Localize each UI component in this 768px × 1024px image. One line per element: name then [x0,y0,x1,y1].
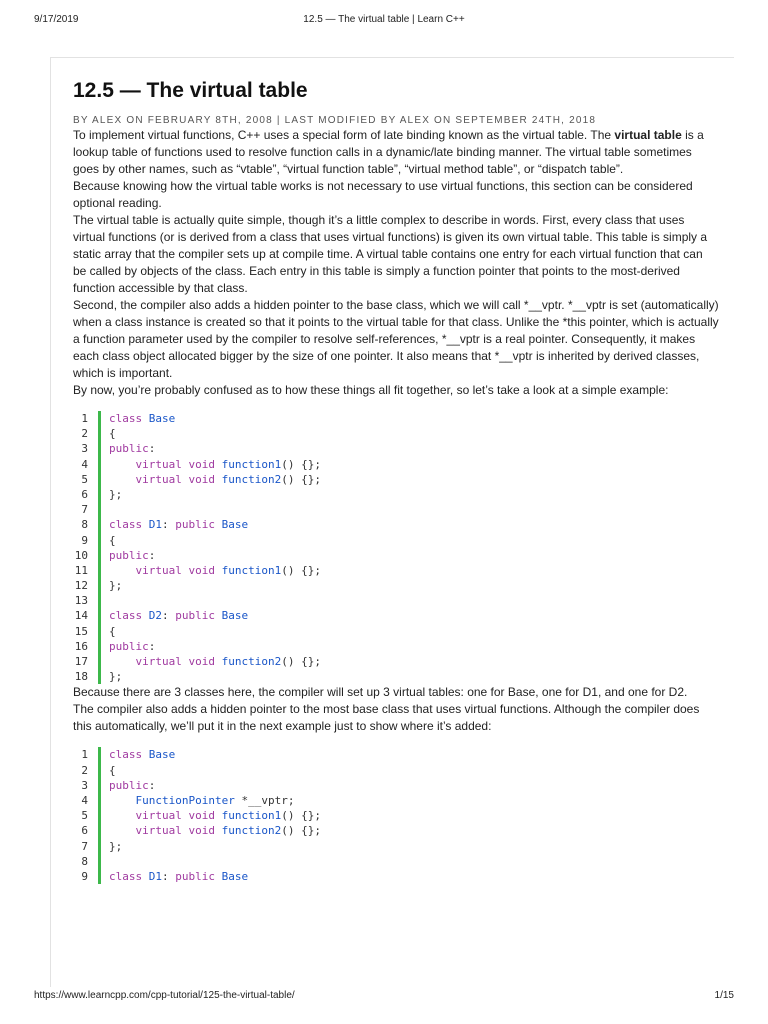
code-token: D1 [148,869,162,883]
code-token: Base [148,748,176,762]
line-number: 11 [74,563,88,577]
code-text [109,411,175,426]
code-token: : [162,609,176,623]
code-token: function2 [221,655,282,668]
line-number: 5 [81,809,88,823]
paragraph-intro-text-2: is a lookup table of functions used to resolve function calls in a dynamic/late binding manner. The virtual table sometimes goes by other names, such as “vtable”, “virtual function table”, “virtual method table”, or “dispatch table”. [73,128,704,176]
code-text [109,639,155,654]
line-number: 12 [74,579,88,593]
code-token: class [109,609,149,623]
code-token: () {}; [281,809,321,823]
code-token: { [109,763,116,777]
code-line [71,654,719,669]
code-line [71,426,719,441]
code-text [109,839,122,854]
code-line [71,793,719,808]
line-number: 10 [74,548,88,562]
code-line [71,608,719,623]
paragraph-vptr: Second, the compiler also adds a hidden pointer to the base class, which we will call *__vptr. *__vptr is set (automatically) when a class instance is created so that it points to the virtual table for that class. Unlike the *this pointer, which is actually a function parameter used by the compiler to resolve self-references, *__vptr is a real pointer. Consequently, it makes each class object allocated bigger by the size of one pointer. It also means that *__vptr is inherited by derived classes, which is important. [73,298,719,380]
code-token: : [148,548,156,562]
code-token: class [109,748,149,762]
code-token: virtual void [135,563,222,577]
code-token: Base [148,412,176,425]
code-token: function1 [221,457,282,471]
line-number: 4 [81,793,88,807]
code-text [109,426,116,441]
code-token: virtual void [135,472,222,486]
code-text [109,533,116,548]
line-number: 7 [81,839,88,853]
code-token: virtual void [135,655,222,668]
line-number: 15 [74,624,88,638]
code-line [71,808,719,823]
code-token: *__vptr; [234,793,295,807]
line-number: 16 [74,639,88,653]
code-gutter-bar [98,747,101,884]
line-number: 3 [81,442,88,456]
paragraph-three-tables: Because there are 3 classes here, the compiler will set up 3 virtual tables: one for Base, one for D1, and one for D2. [73,685,688,700]
line-number: 13 [74,594,88,608]
code-token: Base [221,609,249,623]
code-token: }; [109,487,123,501]
code-token: () {}; [281,824,321,838]
code-line [71,548,719,563]
line-number: 1 [81,412,88,425]
code-text [109,823,321,838]
code-token: () {}; [281,472,321,486]
code-line [71,854,719,869]
code-token: }; [109,839,123,853]
code-text [109,517,248,532]
code-token: virtual void [135,809,222,823]
code-token: : [148,639,156,653]
code-token: public [109,639,149,653]
code-line [71,472,719,487]
code-token: : [162,869,176,883]
code-text [109,808,321,823]
code-token [109,824,136,837]
code-token: public [109,442,149,456]
code-token [109,564,136,577]
print-footer [0,990,768,1004]
code-token: D1 [148,518,162,532]
code-line [71,639,719,654]
code-line [71,593,719,608]
code-text [109,669,122,684]
code-text [109,624,116,639]
code-block-2[interactable] [71,747,719,884]
code-text [109,548,155,563]
code-token: public [109,548,149,562]
code-token: public [175,869,222,883]
code-token: () {}; [281,655,321,668]
code-token: { [109,624,116,638]
code-text [109,472,321,487]
code-line [71,487,719,502]
code-line [71,778,719,793]
virtual-table-bold-term: virtual table [614,128,682,142]
code-token: () {}; [281,457,321,471]
code-token: virtual void [135,824,222,838]
code-text [109,747,175,762]
code-line [71,533,719,548]
print-date: 9/17/2019 [34,14,79,25]
code-token: public [175,609,222,623]
code-token: }; [109,579,123,593]
code-text [109,487,122,502]
code-line [71,578,719,593]
paragraph-intro-text-1: To implement virtual functions, C++ uses a special form of late binding known as the virtual table. The [73,128,615,142]
line-number: 18 [74,670,88,684]
code-line [71,502,719,517]
paragraph-example-intro: By now, you’re probably confused as to how these things all fit together, so let’s take a look at a simple example: [73,383,669,397]
code-token: FunctionPointer [135,793,235,807]
code-token: public [109,778,149,792]
code-text [109,608,248,623]
code-token: { [109,427,116,441]
line-number: 9 [81,869,88,883]
code-token [109,794,136,807]
code-text [109,457,321,472]
code-token: function2 [221,824,282,838]
code-token [109,655,136,668]
code-token [109,473,136,486]
print-page-title: 12.5 — The virtual table | Learn C++ [303,14,465,25]
line-number: 7 [81,503,88,517]
code-text [109,441,155,456]
code-token: : [148,778,156,792]
code-token: Base [221,869,249,883]
line-number: 8 [81,854,88,868]
code-token [109,809,136,822]
code-token: function1 [221,809,282,823]
print-url: https://www.learncpp.com/cpp-tutorial/125-the-virtual-table/ [34,990,295,1001]
code-line [71,441,719,456]
line-number: 2 [81,763,88,777]
code-line [71,763,719,778]
code-text [109,869,248,884]
code-line [71,669,719,684]
code-gutter-bar [98,411,101,684]
code-line [71,563,719,578]
article-byline: BY ALEX ON FEBRUARY 8TH, 2008 | LAST MODIFIED BY ALEX ON SEPTEMBER 24TH, 2018 [73,115,597,126]
code-text [109,763,116,778]
paragraph-hidden-pointer: The compiler also adds a hidden pointer to the most base class that uses virtual functions. Although the compiler does this automatically, we’ll put it in the next example just to show where it’s added: [73,702,700,734]
code-token: class [109,869,149,883]
code-line [71,869,719,884]
code-token: public [175,518,222,532]
line-number: 8 [81,518,88,532]
line-number: 2 [81,427,88,441]
code-token: }; [109,670,123,684]
paragraph-intro [73,127,719,178]
code-line [71,411,719,426]
code-token: () {}; [281,563,321,577]
print-page-number: 1/15 [714,990,734,1001]
code-token: { [109,533,116,547]
line-number: 4 [81,457,88,471]
code-token: virtual void [135,457,222,471]
line-number: 6 [81,824,88,838]
code-line [71,823,719,838]
code-line [71,624,719,639]
code-token: : [162,518,176,532]
paragraph-optional: Because knowing how the virtual table works is not necessary to use virtual functions, this section can be considered optional reading. [73,179,693,210]
article-title: 12.5 — The virtual table [73,79,308,102]
paragraph-simple: The virtual table is actually quite simple, though it’s a little complex to describe in words. First, every class that uses virtual functions (or is derived from a class that uses virtual functions) is given its own virtual table. This table is simply a static array that the compiler sets up at compile time. A virtual table contains one entry for each virtual function that can be called by objects of the class. Each entry in this table is simply a function pointer that points to the most-derived function accessible by that class. [73,213,708,295]
line-number: 14 [74,609,88,623]
line-number: 6 [81,487,88,501]
code-block-1[interactable] [71,411,719,684]
line-number: 1 [81,748,88,762]
code-line [71,839,719,854]
line-number: 17 [74,655,88,668]
print-header [0,14,768,28]
code-text [109,578,122,593]
code-token: class [109,412,149,425]
code-token [109,458,136,471]
code-token: Base [221,518,249,532]
code-text [109,563,321,578]
line-number: 5 [81,472,88,486]
code-token: : [148,442,156,456]
line-number: 9 [81,533,88,547]
code-line [71,517,719,532]
code-text [109,778,155,793]
code-text [109,654,321,669]
code-token: class [109,518,149,532]
code-token: function2 [221,472,282,486]
article-content [73,78,719,884]
code-token: function1 [221,563,282,577]
line-number: 3 [81,778,88,792]
code-token: D2 [148,609,162,623]
code-text [109,793,294,808]
article-card [50,57,734,987]
code-line [71,747,719,762]
code-line [71,457,719,472]
